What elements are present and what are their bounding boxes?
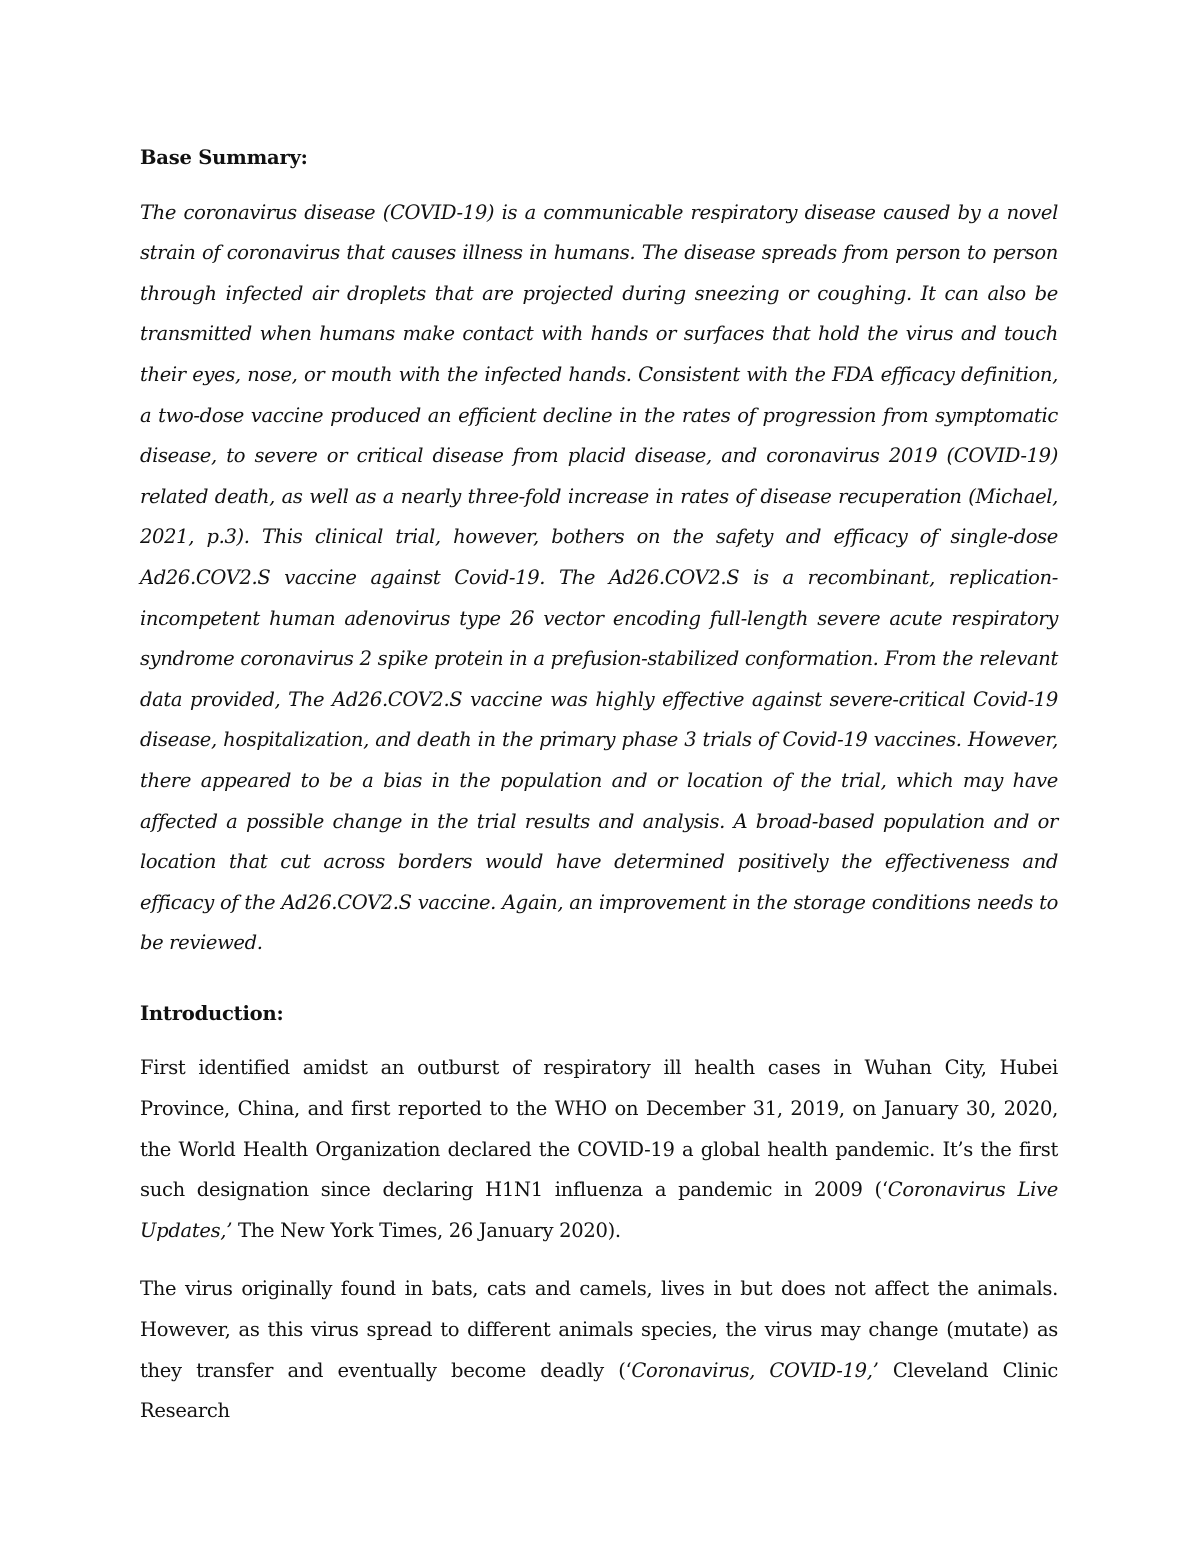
citation-title: Coronavirus, COVID-19,’ [631,1358,879,1382]
base-summary-text: The coronavirus disease (COVID-19) is a communicable respiratory disease caused by a novel strain of coronavirus that causes illness in humans. The disease spreads from person to person through infected air droplets that are projected during sneezing or coughing. It can also be transmitted when humans make contact with hands or surfaces that hold the virus and touch their eyes, nose, or mouth with the infected hands. Consistent with the FDA efficacy definition, a two-dose vaccine produced an efficient decline in the rates of progression from symptomatic disease, to severe or critical disease from placid disease, and coronavirus 2019 (COVID-19) related death, as well as a nearly three-fold increase in rates of disease recuperation (Michael, 2021, p.3). This clinical trial, however, bothers on the safety and efficacy of single-dose Ad26.COV2.S vaccine against Covid-19. The Ad26.COV2.S is a recombinant, replication-incompetent human adenovirus type 26 vector encoding full-length severe acute respiratory syndrome coronavirus 2 spike protein in a prefusion-stabilized conformation. From the relevant data provided, The Ad26.COV2.S vaccine was highly effective against severe-critical Covid-19 disease, hospitalization, and death in the primary phase 3 trials of Covid-19 vaccines. However, there appeared to be a bias in the population and or location of the trial, which may have affected a possible change in the trial results and analysis. A broad-based population and or location that cut across borders would have determined positively the effectiveness and efficacy of the Ad26.COV2.S vaccine. Again, an improvement in the storage conditions needs to be reviewed. [140,200,1058,955]
paragraph-text: Cleveland Clinic Research [140,1358,1058,1423]
document-page [140,138,1058,1450]
introduction-paragraph-2 [140,1269,1058,1431]
citation-title: Coronavirus Live Updates,’ [140,1178,1059,1242]
paragraph-text: The virus originally found in bats, cats and camels, lives in but does not affect the animals. However, as this virus spread to different animals species, the virus may change (mutate) as they transfer and eventually become deadly (‘ [140,1277,1058,1382]
base-summary-heading: Base Summary: [140,146,308,169]
paragraph-text: First identified amidst an outburst of respiratory ill health cases in Wuhan City, Hubei Province, China, and first reported to the WHO on December 31, 2019, on January 30, 2020, the World Health Organization declared the COVID-19 a global health pandemic. It’s the first such designation since declaring H1N1 influenza a pandemic in 2009 (‘ [140,1056,1058,1202]
introduction-paragraph-1 [140,1048,1058,1251]
introduction-heading: Introduction: [140,1001,284,1025]
paragraph-text: The New York Times, 26 January 2020). [232,1218,621,1242]
